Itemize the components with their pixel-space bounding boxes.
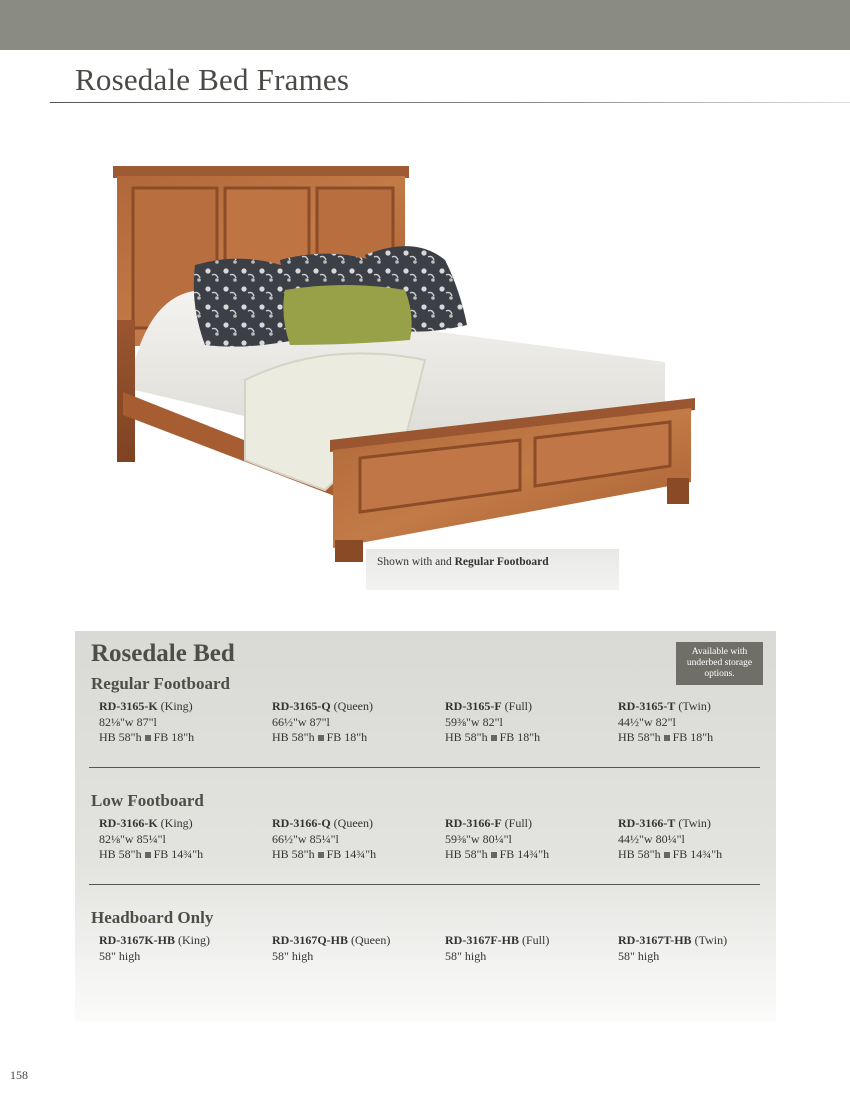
page-number: 158 [10,1068,28,1082]
bullet-square-icon [145,735,151,741]
photo-caption-box [366,549,619,590]
spec-item: RD-3166-Q (Queen) 66½"w 85¼"l HB 58"h FB 14¾"h [272,816,377,861]
spec-item: RD-3167T-HB (Twin) 58" high [618,933,728,963]
bullet-square-icon [491,852,497,858]
header-bar [0,0,850,50]
spec-item: RD-3165-F (Full) 59⅜"w 82"l HB 58"h FB 18"h [445,699,541,744]
section-divider [89,884,760,885]
spec-item: RD-3167K-HB (King) 58" high [99,933,210,963]
storage-badge: Available with underbed storage options. [676,642,763,685]
bullet-square-icon [318,852,324,858]
spec-panel [75,631,776,1021]
section-title-regular-footboard: Regular Footboard [91,674,230,693]
bullet-square-icon [491,735,497,741]
spec-item: RD-3166-T (Twin) 44½"w 80¼"l HB 58"h FB 14¾"h [618,816,723,861]
spec-item: RD-3166-K (King) 82⅛"w 85¼"l HB 58"h FB 14¾"h [99,816,204,861]
spec-item: RD-3165-K (King) 82⅛"w 87"l HB 58"h FB 18"h [99,699,195,744]
spec-item: RD-3166-F (Full) 59⅜"w 80¼"l HB 58"h FB 14¾"h [445,816,550,861]
title-underline [50,102,850,103]
spec-item: RD-3165-T (Twin) 44½"w 82"l HB 58"h FB 18"h [618,699,714,744]
spec-item: RD-3167Q-HB (Queen) 58" high [272,933,391,963]
spec-item: RD-3167F-HB (Full) 58" high [445,933,550,963]
bullet-square-icon [318,735,324,741]
bullet-square-icon [664,852,670,858]
page-title: Rosedale Bed Frames [75,62,350,97]
photo-caption: Shown with and Regular Footboard [377,556,549,568]
bullet-square-icon [664,735,670,741]
section-title-headboard-only: Headboard Only [91,908,214,927]
panel-title: Rosedale Bed [91,640,235,667]
spec-item: RD-3165-Q (Queen) 66½"w 87"l HB 58"h FB 18"h [272,699,373,744]
bed-photo [95,140,715,580]
section-title-low-footboard: Low Footboard [91,791,204,810]
section-divider [89,767,760,768]
bullet-square-icon [145,852,151,858]
